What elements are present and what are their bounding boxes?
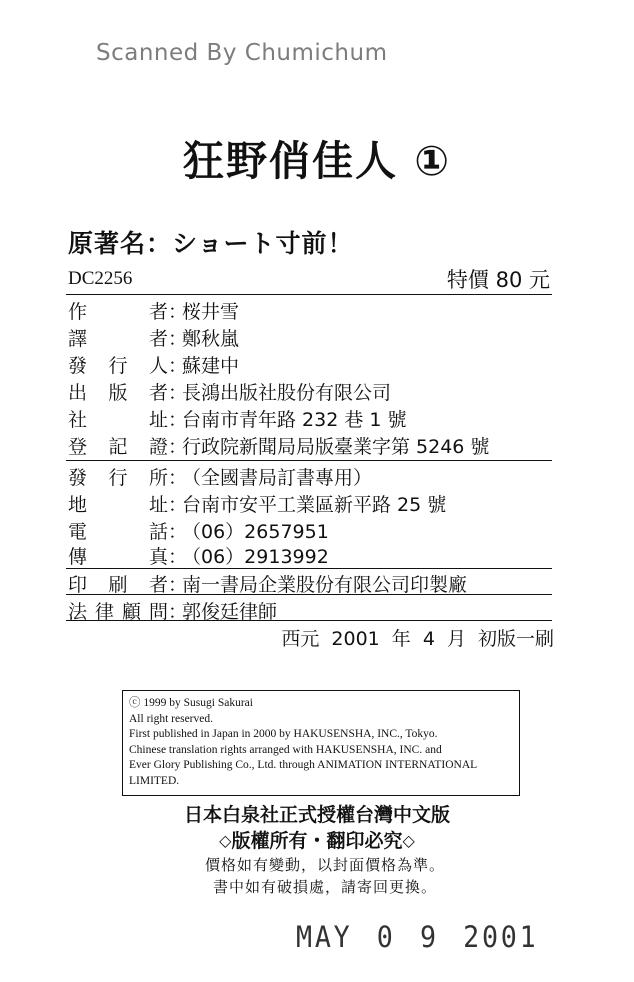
rights-notice: 版權所有・翻印必究 — [231, 830, 403, 852]
info-row-publisher: 出版者 ： 長鴻出版社股份有限公司 — [68, 378, 391, 405]
copyright-line: Ever Glory Publishing Co., Ltd. through ANIMATION INTERNATIONAL — [129, 759, 478, 771]
copyright-line: ⓒ 1999 by Susugi Sakurai — [129, 697, 253, 709]
diamond-icon: ◇ — [219, 831, 232, 850]
info-value: 台南市安平工業區新平路 25 號 — [182, 494, 447, 516]
return-note: 書中如有破損處，請寄回更換。 — [212, 878, 437, 896]
info-value: 台南市青年路 232 巷 1 號 — [182, 409, 407, 431]
info-label: 作者 — [68, 301, 168, 323]
info-value: （06）2657951 — [182, 521, 329, 543]
info-row-company-address: 社址 ： 台南市青年路 232 巷 1 號 — [68, 405, 407, 432]
info-row-author: 作者 ： 桜井雪 — [68, 297, 239, 324]
info-value: 長鴻出版社股份有限公司 — [182, 382, 392, 404]
info-row-printer: 印刷者 ： 南一書局企業股份有限公司印製廠 — [68, 570, 467, 597]
authorization-notice: 日本白泉社正式授權台灣中文版 — [183, 804, 450, 826]
info-row-address: 地址 ： 台南市安平工業區新平路 25 號 — [68, 490, 446, 517]
info-row-translator: 譯者 ： 鄭秋嵐 — [68, 324, 239, 351]
info-row-issuer: 發行人 ： 蘇建中 — [68, 351, 239, 378]
info-label: 法律顧問 — [68, 601, 168, 623]
info-label: 發行所 — [68, 467, 168, 489]
price: 特價 80 元 — [446, 268, 550, 292]
original-title: 原著名：ショート寸前！ — [68, 229, 354, 258]
info-value: （06）2913992 — [182, 546, 329, 568]
date-stamp: MAY 0 9 2001 — [296, 920, 539, 954]
diamond-icon: ◇ — [402, 831, 415, 850]
product-code: DC2256 — [68, 268, 133, 289]
publication-date: 西元 2001 年 4 月 初版一刷 — [281, 628, 554, 650]
info-label: 出版者 — [68, 382, 168, 404]
info-label: 發行人 — [68, 355, 168, 377]
scanner-credit: Scanned By Chumichum — [96, 40, 388, 66]
info-label: 譯者 — [68, 328, 168, 350]
copyright-line: Chinese translation rights arranged with HAKUSENSHA, INC. and — [129, 743, 442, 756]
info-value: （全國書局訂書專用） — [182, 467, 373, 489]
copyright-box — [122, 690, 520, 796]
info-label: 登記證 — [68, 436, 168, 458]
info-label: 印刷者 — [68, 574, 168, 596]
info-label: 社址 — [68, 409, 168, 431]
info-value: 蘇建中 — [182, 355, 240, 377]
info-label: 地址 — [68, 494, 168, 516]
info-value: 行政院新聞局局版臺業字第 5246 號 — [182, 436, 490, 458]
info-row-fax: 傳真 ： （06）2913992 — [68, 542, 329, 569]
copyright-line: LIMITED. — [129, 774, 180, 787]
info-label: 電話 — [68, 521, 168, 543]
rule-top — [66, 294, 552, 295]
copyright-line: First published in Japan in 2000 by HAKUSENSHA, INC., Tokyo. — [129, 728, 438, 740]
info-row-legal-counsel: 法律顧問 ： 郭俊廷律師 — [68, 597, 277, 624]
rights-notice-line — [0, 826, 634, 853]
info-value: 鄭秋嵐 — [182, 328, 240, 350]
info-value: 南一書局企業股份有限公司印製廠 — [182, 574, 468, 596]
rule-after-registration — [66, 460, 552, 461]
book-title: 狂野俏佳人 ① — [183, 137, 451, 185]
copyright-line: All right reserved. — [129, 712, 213, 725]
info-row-distributor: 發行所 ： （全國書局訂書專用） — [68, 463, 372, 490]
info-value: 郭俊廷律師 — [182, 601, 278, 623]
info-row-registration: 登記證 ： 行政院新聞局局版臺業字第 5246 號 — [68, 432, 489, 459]
info-row-phone: 電話 ： （06）2657951 — [68, 517, 329, 544]
info-label: 傳真 — [68, 546, 168, 568]
price-note: 價格如有變動，以封面價格為準。 — [204, 856, 445, 874]
info-value: 桜井雪 — [182, 301, 240, 323]
